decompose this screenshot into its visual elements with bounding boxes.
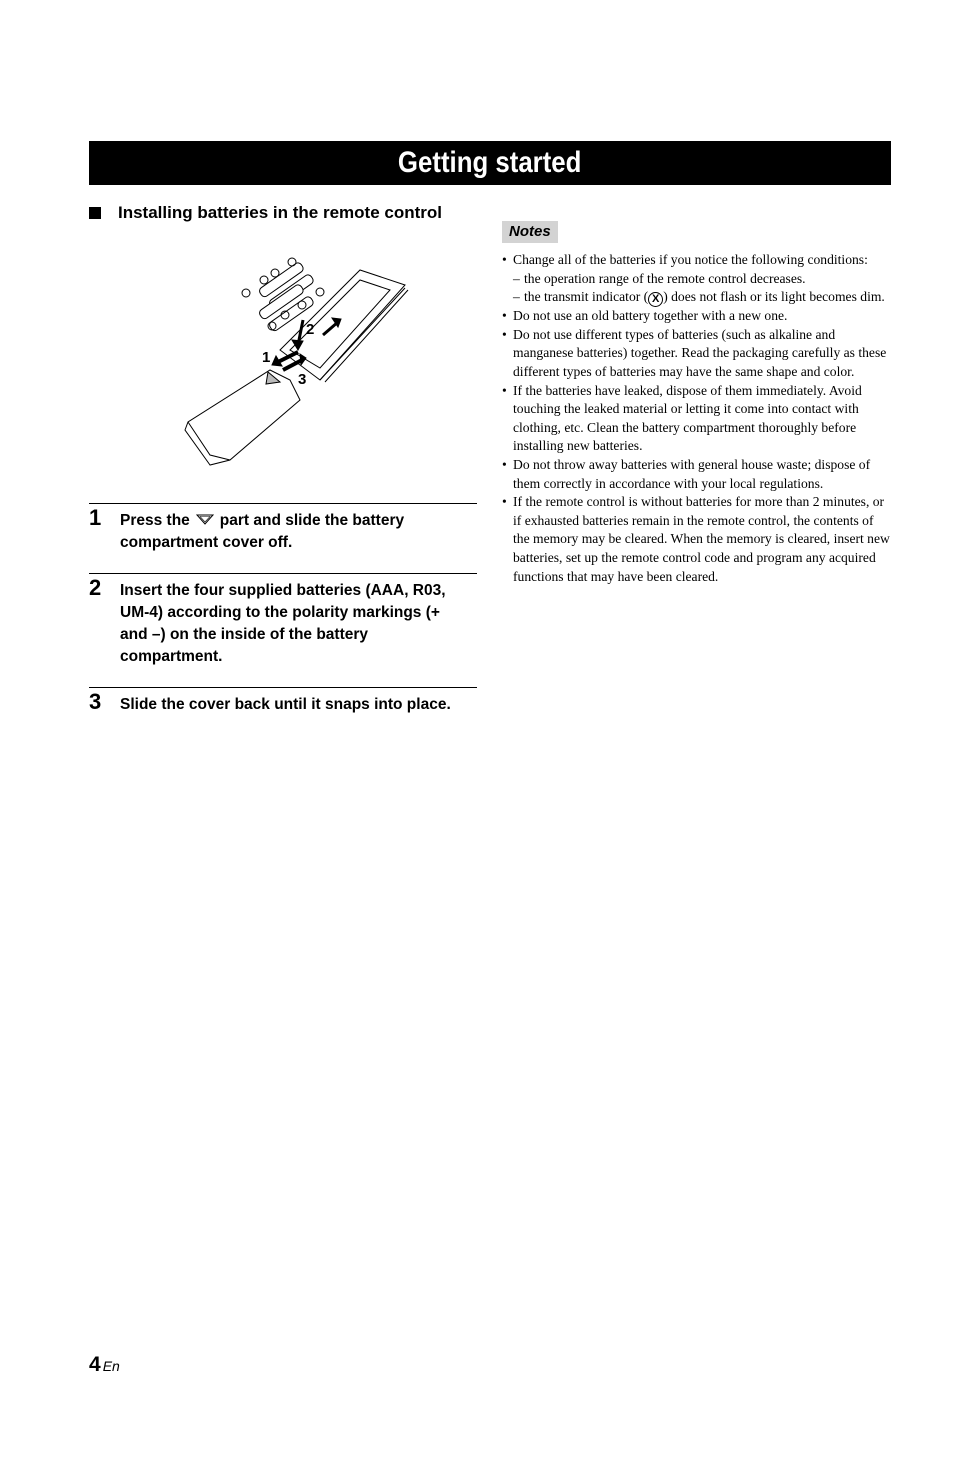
step-1: [89, 503, 477, 574]
note-item: • Change all of the batteries if you notice the following conditions:: [502, 251, 892, 270]
note-item: • Do not use an old battery together with a new one.: [502, 307, 892, 326]
dash: –: [513, 289, 520, 305]
polarity-mark-plus-1: [288, 258, 296, 266]
note-item: • Do not use different types of batteries (such as alkaline and manganese batteries) together. Read the packaging carefully as these different types of batteries may have the same shape and color.: [502, 326, 892, 382]
note-subitem-text: the operation range of the remote control decreases.: [524, 270, 806, 286]
section-heading-text: Installing batteries in the remote control: [118, 203, 442, 222]
page-title-bar: [89, 141, 891, 185]
transmit-indicator-icon: X: [648, 292, 663, 307]
note-subitem-text-after: ) does not flash or its light becomes dim.: [663, 289, 885, 305]
step-text-after: part and slide the battery compartment cover off.: [120, 512, 405, 551]
step-text: Slide the cover back until it snaps into place.: [120, 696, 451, 713]
page-title: Getting started: [398, 146, 582, 179]
step-2: [89, 573, 477, 688]
polarity-mark-minus-2: [242, 289, 250, 297]
polarity-mark-minus-1: [271, 269, 279, 277]
note-subitem: [502, 270, 892, 289]
polarity-mark-minus-3: [316, 288, 324, 296]
polarity-mark-plus-2: [260, 276, 268, 284]
note-item: • If the remote control is without batteries for more than 2 minutes, or if exhausted batteries remain in the remote control, the contents of the memory may be cleared. When the memory is cleared, insert new batteries, set up the remote control code and program any acquired functions that may have been cleared.: [502, 493, 892, 586]
step-number: 3: [89, 689, 102, 714]
illustration-label-1: 1: [262, 349, 271, 366]
square-bullet-icon: [89, 207, 101, 219]
note-subitem-text-before: the transmit indicator (: [524, 289, 649, 305]
remote-body: [185, 370, 300, 465]
battery-installation-illustration: [180, 250, 420, 475]
section-heading: [89, 202, 489, 224]
note-item: • Do not throw away batteries with general house waste; dispose of them correctly in accordance with your local regulations.: [502, 456, 892, 493]
page-footer: [89, 1352, 120, 1379]
step-3: [89, 687, 477, 728]
step-text: [120, 510, 480, 554]
dash: –: [513, 270, 520, 286]
notes-label: Notes: [502, 221, 558, 243]
page-language: En: [102, 1358, 120, 1374]
arrow-step-3: [283, 360, 302, 370]
illustration-label-3: 3: [298, 371, 307, 388]
step-text: Insert the four supplied batteries (AAA, R03, UM-4) according to the polarity markings (+ and –) on the inside of the battery compartment.: [120, 582, 446, 665]
note-subitem: [502, 288, 892, 307]
step-number: 2: [89, 575, 102, 600]
page-number: 4: [89, 1353, 101, 1376]
illustration-label-2: 2: [306, 321, 315, 338]
step-text-before: Press the: [120, 512, 190, 529]
notes-list: [502, 251, 892, 586]
step-number: 1: [89, 505, 102, 530]
note-item: • If the batteries have leaked, dispose of them immediately. Avoid touching the leaked material or letting it come into contact with clothing, etc. Clean the battery compartment thoroughly before installing new batteries.: [502, 382, 892, 456]
triangle-down-icon: [196, 514, 214, 525]
